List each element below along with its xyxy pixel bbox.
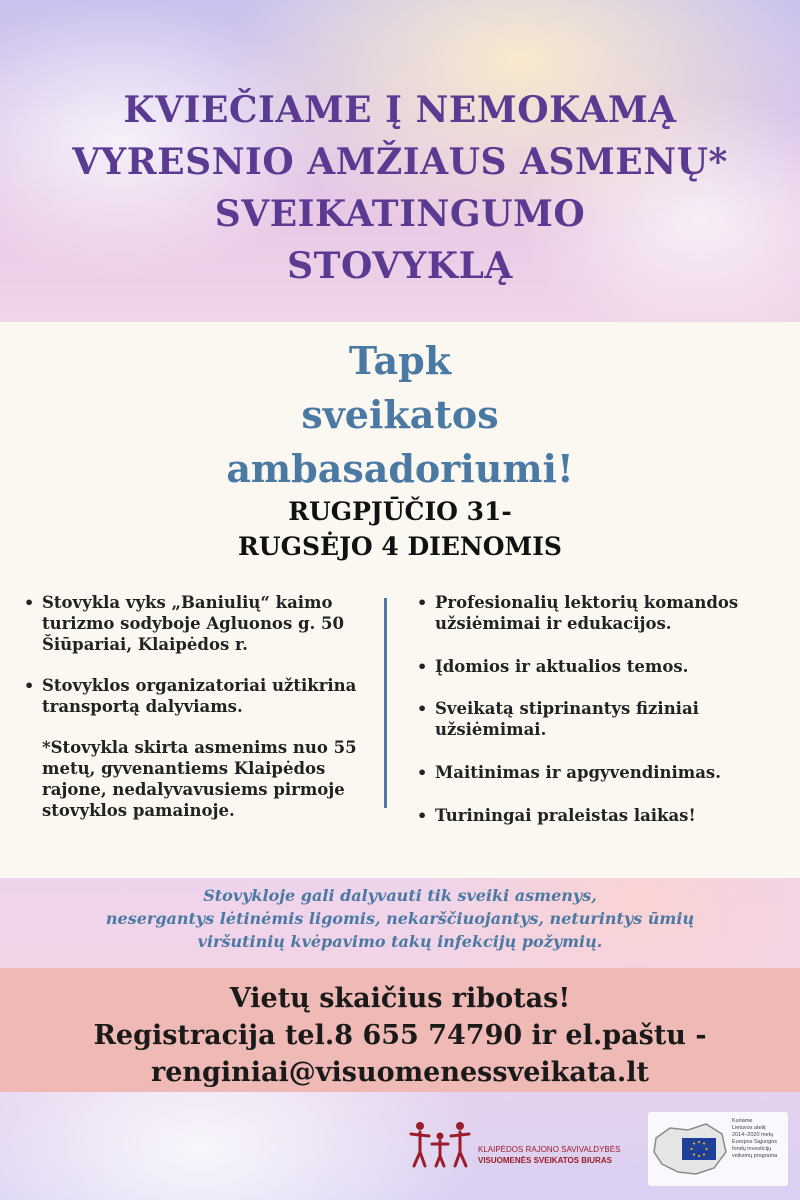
list-item bbox=[415, 592, 785, 634]
registration-email[interactable]: renginiai@visuomenessveikata.lt bbox=[151, 1057, 649, 1088]
health-bureau-logo bbox=[408, 1118, 643, 1174]
warning-line: viršutinių kvėpavimo takų infekcijų požymių. bbox=[197, 932, 603, 951]
warning-line: Stovykloje gali dalyvauti tik sveiki asmenys, bbox=[203, 886, 597, 905]
bullet-icon: • bbox=[417, 699, 428, 718]
eu-funds-logo bbox=[648, 1112, 788, 1186]
hero-title-line: STOVYKLĄ bbox=[287, 245, 513, 287]
right-column bbox=[415, 592, 785, 848]
org-name-line2: VISUOMENĖS SVEIKATOS BIURAS bbox=[478, 1156, 612, 1165]
eu-text-line: fondų investicijų bbox=[732, 1146, 772, 1152]
tagline-line: sveikatos bbox=[301, 392, 499, 437]
eu-text-line: Kuriame bbox=[732, 1118, 753, 1124]
list-item-text: Įdomios ir aktualios temos. bbox=[435, 657, 689, 676]
list-item-text: Maitinimas ir apgyvendinimas. bbox=[435, 763, 721, 782]
eu-text-line: 2014–2020 metų bbox=[732, 1132, 774, 1138]
eu-text-line: veiksmų programa bbox=[732, 1153, 778, 1159]
warning-line: nesergantys lėtinėmis ligomis, nekarščiuojantys, neturintys ūmių bbox=[105, 909, 695, 928]
lithuania-eu-map-icon bbox=[648, 1112, 732, 1186]
bullet-icon: • bbox=[417, 657, 428, 676]
list-item-text: Stovyklos organizatoriai užtikrina transportą dalyviams. bbox=[42, 676, 357, 716]
list-item-text: Profesionalių lektorių komandos užsiėmimai ir edukacijos. bbox=[435, 593, 739, 633]
hero-title-line: KVIEČIAME Į NEMOKAMĄ bbox=[123, 89, 677, 131]
list-item bbox=[22, 592, 374, 655]
registration-line: Registracija tel.8 655 74790 ir el.paštu - bbox=[93, 1020, 707, 1051]
registration-band bbox=[0, 968, 800, 1092]
hero-title bbox=[0, 84, 800, 292]
health-warning bbox=[0, 884, 800, 953]
registration-line: Vietų skaičius ribotas! bbox=[229, 983, 571, 1014]
dates-line: RUGPJŪČIO 31- bbox=[288, 497, 512, 526]
family-figures-icon bbox=[408, 1118, 472, 1170]
tagline bbox=[0, 334, 800, 496]
bullet-icon: • bbox=[417, 593, 428, 612]
eligibility-note: *Stovykla skirta asmenims nuo 55 metų, gyvenantiems Klaipėdos rajone, nedalyvavusiems pirmoje stovyklos pamainoje. bbox=[42, 738, 357, 820]
list-item-text: Stovykla vyks „Baniulių“ kaimo turizmo sodyboje Agluonos g. 50 Šiūpariai, Klaipėdos r. bbox=[42, 593, 344, 654]
list-item bbox=[415, 762, 785, 783]
eu-text-line: Europos Sąjungos bbox=[732, 1139, 777, 1145]
bullet-icon: • bbox=[24, 593, 35, 612]
list-item bbox=[415, 805, 785, 826]
hero-section bbox=[0, 0, 800, 322]
list-item-text: Sveikatą stiprinantys fiziniai užsiėmimai. bbox=[435, 699, 699, 739]
tagline-line: ambasadoriumi! bbox=[226, 446, 574, 491]
hero-title-line: VYRESNIO AMŽIAUS ASMENŲ* bbox=[72, 141, 728, 183]
bullet-icon: • bbox=[417, 806, 428, 825]
list-item bbox=[415, 698, 785, 740]
list-item-text: Turiningai praleistas laikas! bbox=[435, 806, 696, 825]
column-divider bbox=[384, 598, 387, 808]
left-column bbox=[22, 592, 374, 821]
dates-line: RUGSĖJO 4 DIENOMIS bbox=[238, 532, 562, 561]
bullet-icon: • bbox=[417, 763, 428, 782]
list-item bbox=[22, 675, 374, 717]
tagline-line: Tapk bbox=[348, 338, 452, 383]
list-item bbox=[415, 656, 785, 677]
eu-program-text bbox=[732, 1118, 786, 1160]
event-dates bbox=[0, 494, 800, 564]
hero-title-line: SVEIKATINGUMO bbox=[214, 193, 586, 235]
bullet-icon: • bbox=[24, 676, 35, 695]
eu-text-line: Lietuvos ateitį bbox=[732, 1125, 766, 1131]
org-name-line1: KLAIPĖDOS RAJONO SAVIVALDYBĖS bbox=[478, 1145, 621, 1154]
